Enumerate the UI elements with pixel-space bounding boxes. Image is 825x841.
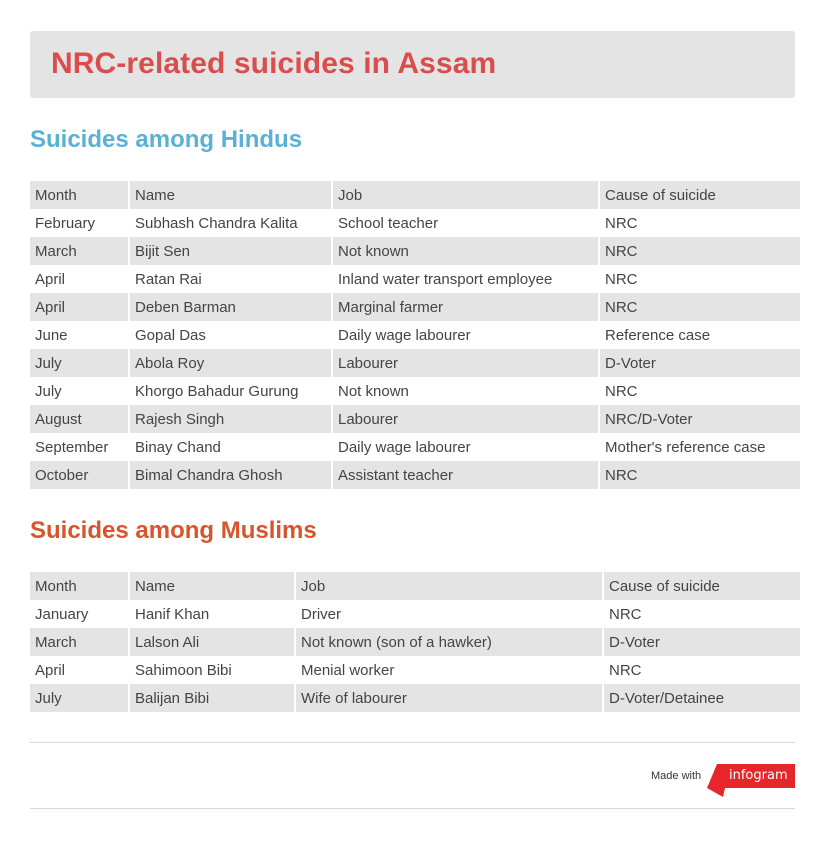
column-header: Month	[30, 181, 128, 209]
table-cell: Khorgo Bahadur Gurung	[130, 377, 331, 405]
column-header: Cause of suicide	[604, 572, 800, 600]
footer-divider-top	[30, 742, 795, 743]
column-header: Name	[130, 181, 331, 209]
table-cell: Inland water transport employee	[333, 265, 598, 293]
page-title: NRC-related suicides in Assam	[51, 47, 497, 80]
table-cell: Not known	[333, 377, 598, 405]
column-header: Month	[30, 572, 128, 600]
table-cell: Driver	[296, 600, 602, 628]
table-row	[30, 237, 800, 265]
footer-divider-bottom	[30, 808, 795, 809]
table-row	[30, 377, 800, 405]
table-cell: Abola Roy	[130, 349, 331, 377]
table-cell: April	[30, 656, 128, 684]
table-cell: D-Voter	[600, 349, 800, 377]
title-banner	[30, 31, 795, 98]
column-header: Cause of suicide	[600, 181, 800, 209]
table-header-row	[30, 572, 800, 600]
table-cell: Daily wage labourer	[333, 433, 598, 461]
table-cell: Gopal Das	[130, 321, 331, 349]
table-cell: October	[30, 461, 128, 489]
table-cell: Assistant teacher	[333, 461, 598, 489]
table-cell: NRC	[600, 377, 800, 405]
table-row	[30, 209, 800, 237]
table-cell: February	[30, 209, 128, 237]
hindus-heading: Suicides among Hindus	[30, 126, 303, 153]
muslims-heading: Suicides among Muslims	[30, 517, 317, 544]
column-header: Job	[333, 181, 598, 209]
table-row	[30, 405, 800, 433]
table-cell: NRC	[600, 209, 800, 237]
made-with-text: Made with	[651, 770, 702, 782]
table-row	[30, 265, 800, 293]
table-cell: D-Voter/Detainee	[604, 684, 800, 712]
table-row	[30, 461, 800, 489]
table-cell: Ratan Rai	[130, 265, 331, 293]
table-header-row	[30, 181, 800, 209]
table-cell: NRC	[600, 237, 800, 265]
table-cell: Daily wage labourer	[333, 321, 598, 349]
table-cell: January	[30, 600, 128, 628]
table-cell: September	[30, 433, 128, 461]
table-cell: Marginal farmer	[333, 293, 598, 321]
table-cell: NRC/D-Voter	[600, 405, 800, 433]
table-cell: June	[30, 321, 128, 349]
table-cell: March	[30, 237, 128, 265]
table-cell: Mother's reference case	[600, 433, 800, 461]
table-cell: April	[30, 293, 128, 321]
table-cell: Lalson Ali	[130, 628, 294, 656]
hindus-table	[28, 181, 802, 489]
table-cell: Sahimoon Bibi	[130, 656, 294, 684]
table-cell: Deben Barman	[130, 293, 331, 321]
table-cell: Not known (son of a hawker)	[296, 628, 602, 656]
table-row	[30, 293, 800, 321]
column-header: Job	[296, 572, 602, 600]
table-row	[30, 656, 800, 684]
table-cell: July	[30, 377, 128, 405]
table-cell: Binay Chand	[130, 433, 331, 461]
table-cell: Not known	[333, 237, 598, 265]
infogram-logo[interactable]	[707, 764, 795, 798]
table-cell: April	[30, 265, 128, 293]
table-cell: August	[30, 405, 128, 433]
table-cell: School teacher	[333, 209, 598, 237]
table-cell: Menial worker	[296, 656, 602, 684]
table-cell: July	[30, 349, 128, 377]
table-row	[30, 321, 800, 349]
table-row	[30, 600, 800, 628]
table-row	[30, 433, 800, 461]
table-row	[30, 628, 800, 656]
table-row	[30, 684, 800, 712]
table-cell: Labourer	[333, 349, 598, 377]
table-cell: Wife of labourer	[296, 684, 602, 712]
table-cell: Balijan Bibi	[130, 684, 294, 712]
table-cell: Subhash Chandra Kalita	[130, 209, 331, 237]
infogram-logo-text: infogram	[729, 768, 788, 783]
table-cell: Bijit Sen	[130, 237, 331, 265]
table-cell: NRC	[600, 293, 800, 321]
table-cell: Labourer	[333, 405, 598, 433]
table-cell: Rajesh Singh	[130, 405, 331, 433]
table-cell: March	[30, 628, 128, 656]
table-cell: Bimal Chandra Ghosh	[130, 461, 331, 489]
table-cell: D-Voter	[604, 628, 800, 656]
table-cell: NRC	[600, 461, 800, 489]
table-cell: NRC	[600, 265, 800, 293]
table-cell: July	[30, 684, 128, 712]
muslims-table	[28, 572, 802, 712]
table-cell: Reference case	[600, 321, 800, 349]
table-cell: NRC	[604, 656, 800, 684]
table-row	[30, 349, 800, 377]
column-header: Name	[130, 572, 294, 600]
table-cell: NRC	[604, 600, 800, 628]
table-cell: Hanif Khan	[130, 600, 294, 628]
